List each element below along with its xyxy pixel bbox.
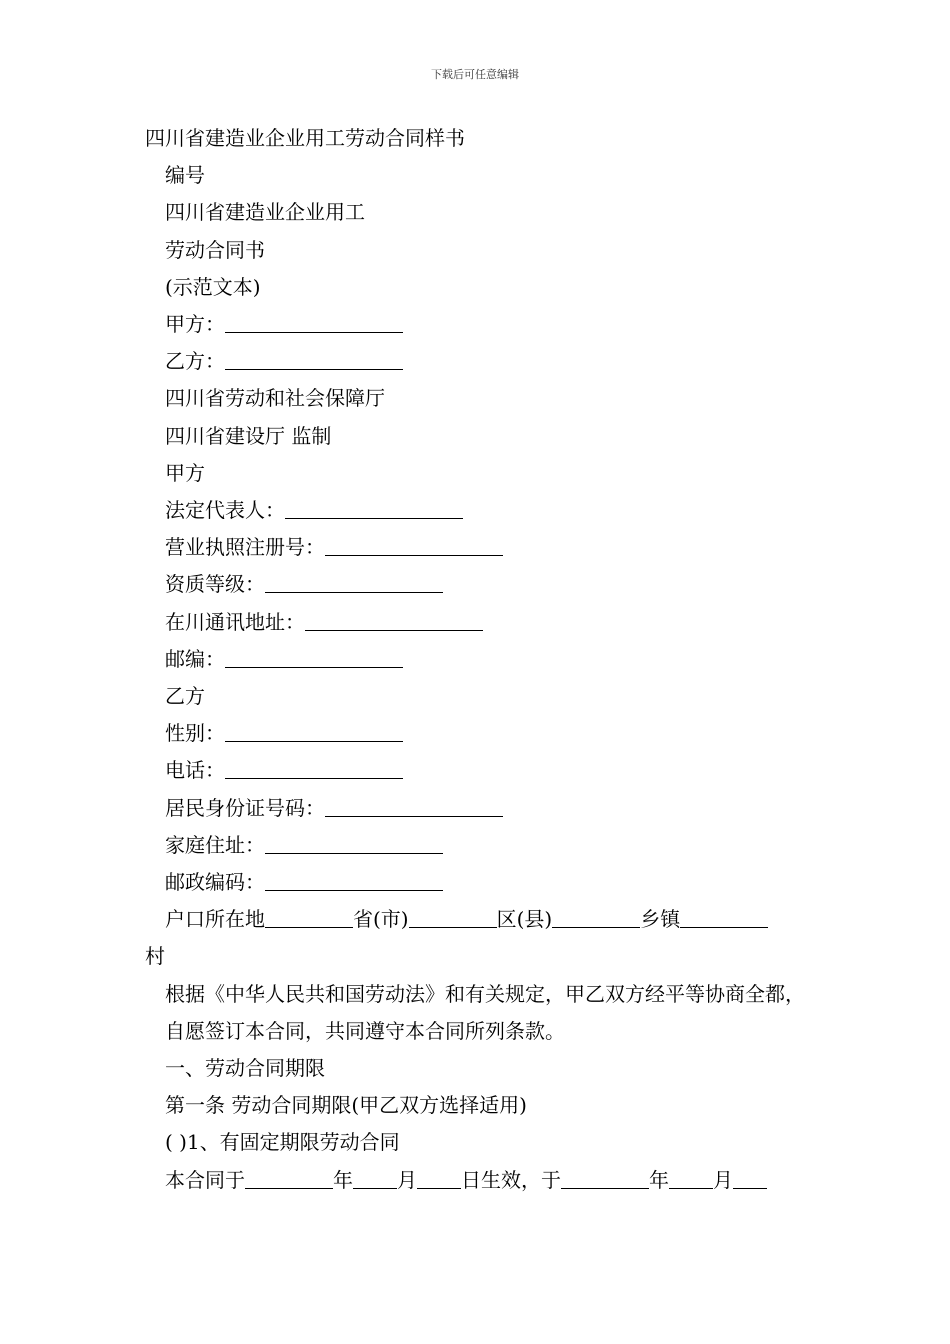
chapter-1-heading: 一、劳动合同期限 bbox=[165, 1056, 325, 1081]
start-year-blank[interactable] bbox=[245, 1168, 333, 1189]
effective-date-row bbox=[145, 1162, 810, 1199]
zip-row bbox=[145, 864, 810, 901]
start-month-label: 月 bbox=[397, 1167, 417, 1192]
postcode-label: 邮编： bbox=[165, 646, 225, 671]
issuer-line-2: 四川省建设厅 监制 bbox=[165, 423, 332, 448]
address-row bbox=[145, 604, 810, 641]
effective-prefix: 本合同于 bbox=[165, 1167, 245, 1192]
end-year-blank[interactable] bbox=[561, 1168, 649, 1189]
legal-rep-row bbox=[145, 492, 810, 529]
end-month-label: 月 bbox=[713, 1167, 733, 1192]
id-blank[interactable] bbox=[325, 796, 503, 817]
end-day-blank[interactable] bbox=[733, 1168, 767, 1189]
legal-rep-label: 法定代表人： bbox=[165, 498, 285, 523]
article-1-heading: 第一条 劳动合同期限(甲乙双方选择适用) bbox=[165, 1093, 527, 1118]
section-party-a: 甲方 bbox=[165, 460, 205, 485]
hukou-label: 户口所在地 bbox=[165, 907, 265, 932]
gender-blank[interactable] bbox=[225, 721, 403, 742]
party-b-blank[interactable] bbox=[225, 349, 403, 370]
section-party-b: 乙方 bbox=[165, 684, 205, 709]
phone-label: 电话： bbox=[165, 758, 225, 783]
qualification-label: 资质等级： bbox=[165, 572, 265, 597]
qualification-blank[interactable] bbox=[265, 572, 443, 593]
hukou-province-blank[interactable] bbox=[265, 907, 353, 928]
option-1: ( )1、有固定期限劳动合同 bbox=[165, 1130, 400, 1155]
document-body bbox=[145, 120, 810, 1199]
address-label: 在川通讯地址： bbox=[165, 609, 305, 634]
number-label: 编号 bbox=[165, 163, 205, 188]
id-row bbox=[145, 790, 810, 827]
hukou-town-label: 乡镇 bbox=[640, 907, 681, 932]
home-blank[interactable] bbox=[265, 833, 443, 854]
preamble-paragraph: 根据《中华人民共和国劳动法》和有关规定，甲乙双方经平等协商全都，自愿签订本合同，共同遵守本合同所列条款。 bbox=[165, 981, 805, 1043]
party-b-row bbox=[145, 343, 810, 380]
hukou-row bbox=[145, 901, 810, 938]
hukou-village-label: 村 bbox=[145, 944, 165, 969]
legal-rep-blank[interactable] bbox=[285, 498, 463, 519]
gender-label: 性别： bbox=[165, 721, 225, 746]
zip-label: 邮政编码： bbox=[165, 870, 265, 895]
qualification-row bbox=[145, 566, 810, 603]
party-a-row bbox=[145, 306, 810, 343]
postcode-row bbox=[145, 641, 810, 678]
cover-line-2: 劳动合同书 bbox=[165, 237, 265, 262]
end-year-label: 年 bbox=[649, 1167, 669, 1192]
phone-row bbox=[145, 752, 810, 789]
license-label: 营业执照注册号： bbox=[165, 535, 325, 560]
hukou-village-blank[interactable] bbox=[680, 907, 768, 928]
start-month-blank[interactable] bbox=[353, 1168, 397, 1189]
cover-line-1: 四川省建造业企业用工 bbox=[165, 200, 365, 225]
start-day-blank[interactable] bbox=[417, 1168, 461, 1189]
hukou-town-blank[interactable] bbox=[552, 907, 640, 928]
address-blank[interactable] bbox=[305, 610, 483, 631]
hukou-province-label: 省(市) bbox=[353, 907, 409, 932]
phone-blank[interactable] bbox=[225, 758, 403, 779]
document-title: 四川省建造业企业用工劳动合同样书 bbox=[145, 126, 465, 150]
home-label: 家庭住址： bbox=[165, 832, 265, 857]
start-year-label: 年 bbox=[333, 1167, 353, 1192]
party-a-label: 甲方： bbox=[165, 312, 225, 337]
home-row bbox=[145, 827, 810, 864]
page-header: 下载后可任意编辑 bbox=[431, 68, 519, 81]
license-blank[interactable] bbox=[325, 535, 503, 556]
issuer-line-1: 四川省劳动和社会保障厅 bbox=[165, 386, 385, 411]
gender-row bbox=[145, 715, 810, 752]
postcode-blank[interactable] bbox=[225, 647, 403, 668]
end-month-blank[interactable] bbox=[669, 1168, 713, 1189]
cover-line-3: (示范文本) bbox=[165, 274, 261, 299]
id-label: 居民身份证号码： bbox=[165, 795, 325, 820]
party-a-blank[interactable] bbox=[225, 312, 403, 333]
start-day-label: 日生效，于 bbox=[461, 1167, 561, 1192]
hukou-district-blank[interactable] bbox=[409, 907, 497, 928]
zip-blank[interactable] bbox=[265, 870, 443, 891]
party-b-label: 乙方： bbox=[165, 349, 225, 374]
license-row bbox=[145, 529, 810, 566]
hukou-district-label: 区(县) bbox=[496, 907, 553, 932]
